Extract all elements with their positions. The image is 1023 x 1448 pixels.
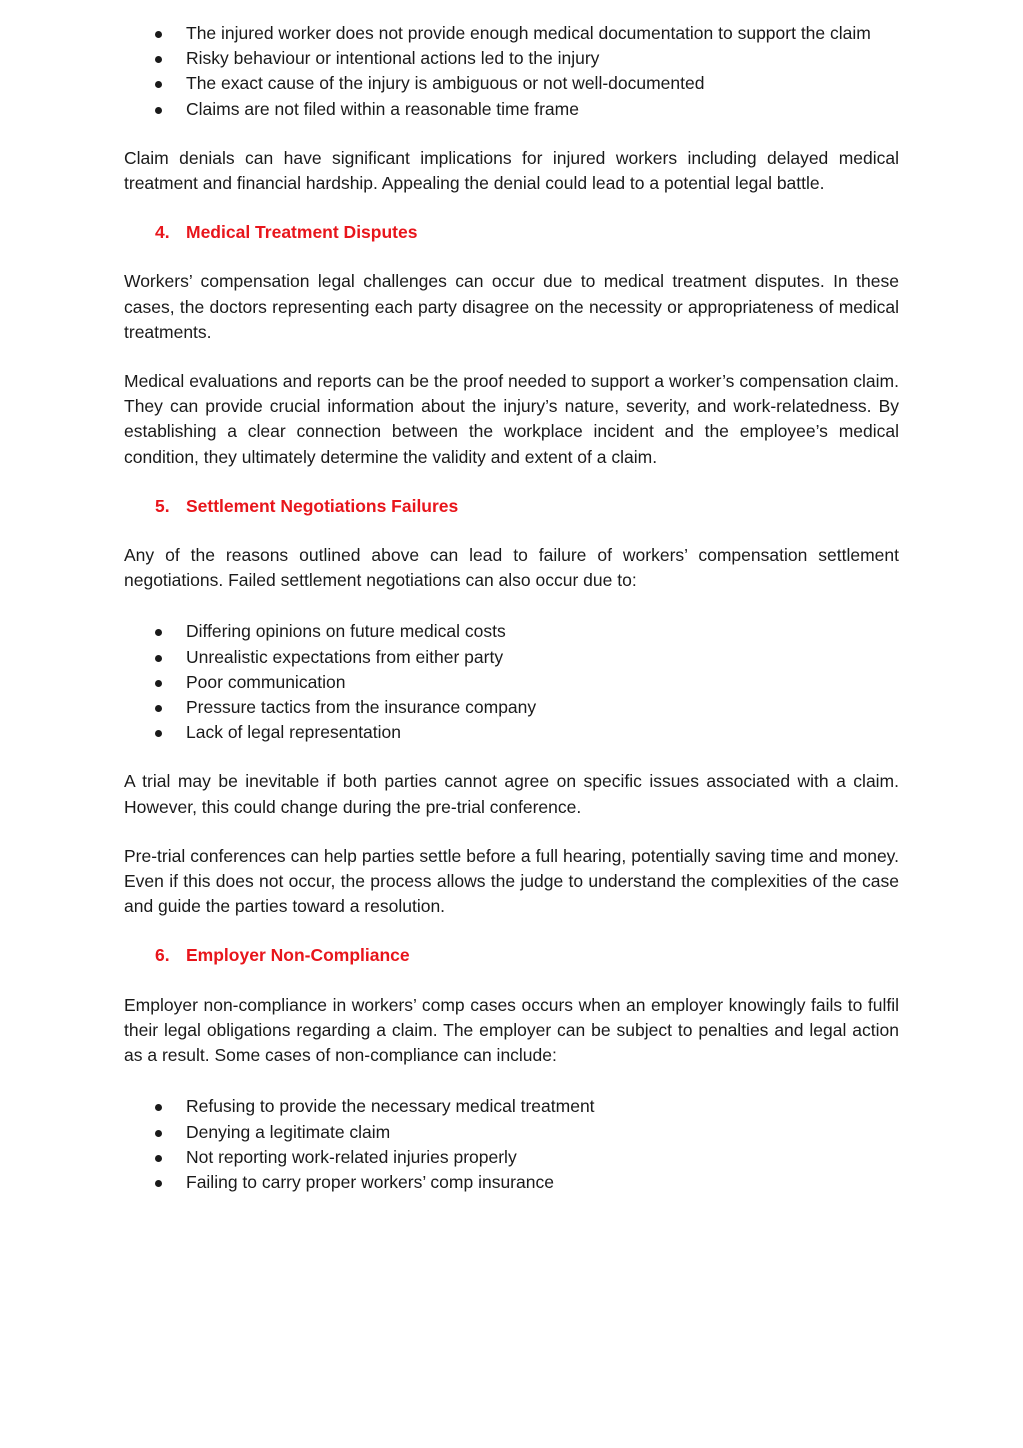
list-item: Claims are not filed within a reasonable time frame — [124, 97, 899, 122]
heading-number: 6. — [155, 945, 170, 966]
paragraph-claim-denials: Claim denials can have significant implications for injured workers including delayed medical treatment and financial hardship. Appealing the denial could lead to a potential legal battle. — [124, 147, 899, 194]
bullet-icon — [155, 655, 162, 662]
paragraph-trial: A trial may be inevitable if both parties cannot agree on specific issues associated with a claim. However, this could change during the pre-trial conference. — [124, 771, 899, 817]
document-page — [124, 21, 899, 1195]
list-item: Not reporting work-related injuries properly — [124, 1145, 899, 1170]
list-item: The exact cause of the injury is ambiguous or not well-documented — [124, 71, 899, 96]
bullet-icon — [155, 1104, 162, 1111]
bullet-icon — [155, 56, 162, 63]
list-item: Poor communication — [124, 670, 899, 695]
list-item: Denying a legitimate claim — [124, 1120, 899, 1145]
heading-title: Employer Non-Compliance — [186, 945, 410, 966]
bullet-icon — [155, 1130, 162, 1137]
list-item: Refusing to provide the necessary medical treatment — [124, 1094, 899, 1119]
bullet-list-noncompliance-cases — [124, 1094, 899, 1195]
list-item: Unrealistic expectations from either party — [124, 645, 899, 670]
paragraph-pretrial: Pre-trial conferences can help parties settle before a full hearing, potentially saving time and money. Even if this does not occur, the process allows the judge to understand the complexities of the case and guide the parties toward a resolution. — [124, 845, 899, 917]
bullet-icon — [155, 31, 162, 38]
paragraph-medical-evaluations: Medical evaluations and reports can be the proof needed to support a worker’s compensation claim. They can provide crucial information about the injury’s nature, severity, and work-relatedness. By establishing a clear connection between the workplace incident and the employee’s medical condition, they ultimately determine the validity and extent of a claim. — [124, 371, 899, 467]
heading-title: Settlement Negotiations Failures — [186, 495, 459, 516]
heading-number: 4. — [155, 222, 170, 243]
bullet-list-settlement-reasons — [124, 619, 899, 745]
bullet-icon — [155, 680, 162, 687]
heading-title: Medical Treatment Disputes — [186, 222, 418, 243]
list-item: Pressure tactics from the insurance company — [124, 695, 899, 720]
bullet-icon — [155, 1155, 162, 1162]
bullet-icon — [155, 1180, 162, 1187]
list-item: The injured worker does not provide enough medical documentation to support the claim — [124, 21, 899, 46]
list-item: Differing opinions on future medical costs — [124, 619, 899, 644]
list-item: Failing to carry proper workers’ comp insurance — [124, 1170, 899, 1195]
section-heading-5 — [124, 494, 899, 519]
list-item: Lack of legal representation — [124, 720, 899, 745]
section-heading-4 — [124, 220, 899, 245]
paragraph-treatment-disputes: Workers’ compensation legal challenges can occur due to medical treatment disputes. In these cases, the doctors representing each party disagree on the necessity or appropriateness of medical treatments. — [124, 271, 899, 342]
bullet-list-denial-reasons — [124, 21, 899, 122]
bullet-icon — [155, 107, 162, 114]
paragraph-employer-noncompliance: Employer non-compliance in workers’ comp cases occurs when an employer knowingly fails to fulfil their legal obligations regarding a claim. The employer can be subject to penalties and legal action as a result. Some cases of non-compliance can include: — [124, 994, 899, 1066]
paragraph-settlement-failures: Any of the reasons outlined above can lead to failure of workers’ compensation settlement negotiations. Failed settlement negotiations can also occur due to: — [124, 545, 899, 591]
bullet-icon — [155, 629, 162, 636]
bullet-icon — [155, 705, 162, 712]
section-heading-6 — [124, 943, 899, 968]
heading-number: 5. — [155, 495, 170, 516]
bullet-icon — [155, 730, 162, 737]
list-item: Risky behaviour or intentional actions led to the injury — [124, 46, 899, 71]
bullet-icon — [155, 81, 162, 88]
